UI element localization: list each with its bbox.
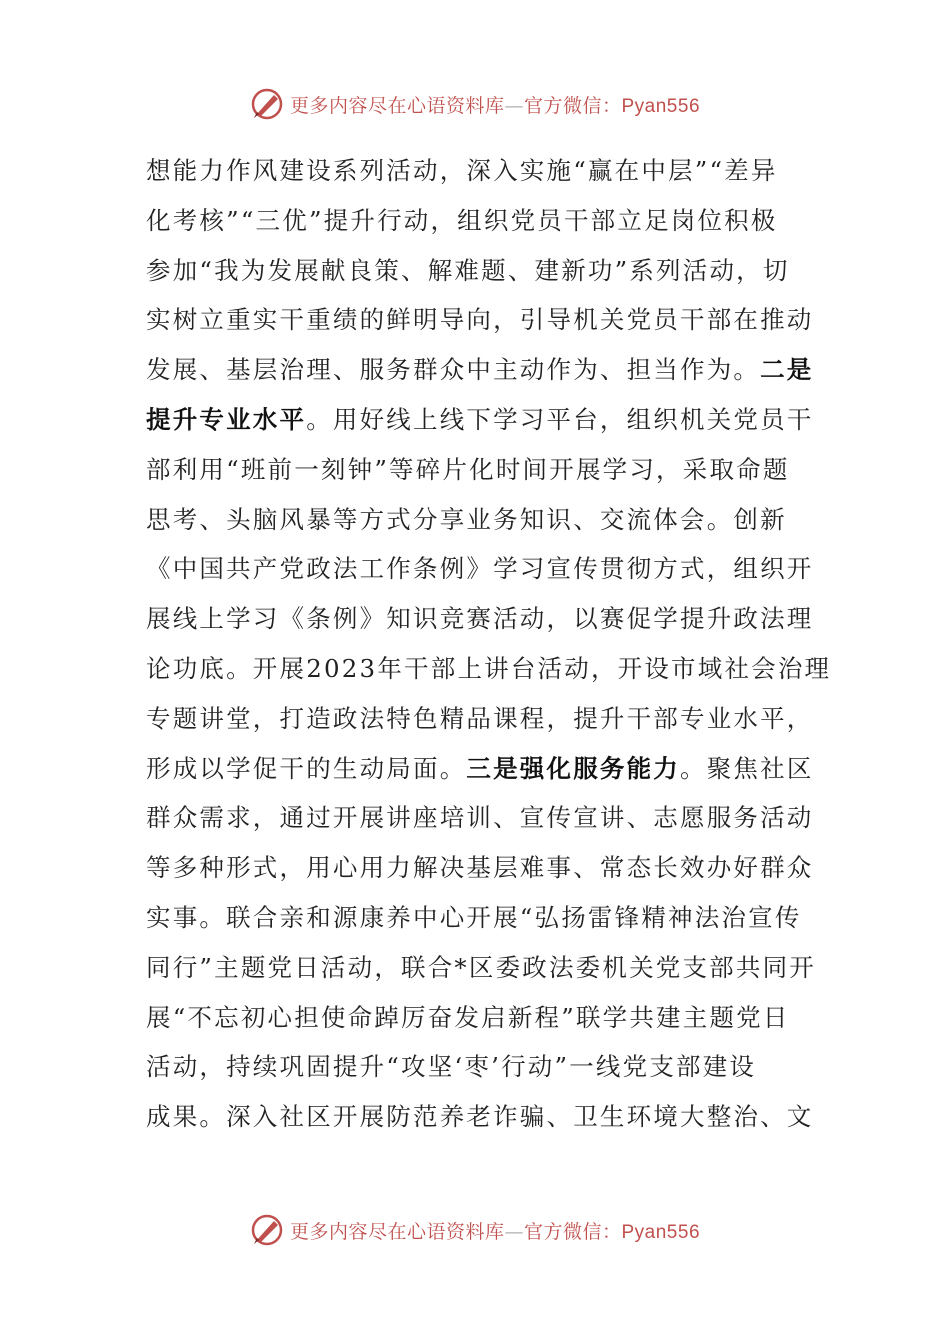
text-line [146, 694, 814, 744]
text-line [146, 1092, 814, 1142]
text-line [146, 843, 814, 893]
text-line [146, 445, 806, 495]
bold-heading: 提升专业水平 [146, 404, 307, 434]
watermark-contact-id: Pyan556 [621, 95, 701, 117]
text-line [146, 644, 832, 694]
watermark-separator: — [504, 1220, 524, 1243]
line-text: 实树立重实干重绩的鲜明导向，引导机关党员干部在推动 [146, 305, 814, 335]
line-text: 。用好线上线下学习平台，组织机关党员干 [306, 404, 814, 434]
line-text: 活动，持续巩固提升“攻坚‘枣’行动”一线党支部建设 [146, 1052, 757, 1082]
text-line [146, 893, 806, 943]
text-line [146, 1042, 806, 1092]
line-text: 形成以学促干的生动局面。 [146, 753, 467, 783]
header-watermark [0, 84, 950, 124]
text-line [146, 943, 816, 993]
watermark-contact-label: 官方微信： [523, 1220, 622, 1243]
text-line [146, 594, 814, 644]
watermark-label [290, 91, 700, 118]
line-text: 思考、头脑风暴等方式分享业务知识、交流体会。创新 [146, 504, 787, 534]
text-line [146, 295, 814, 345]
line-text: 展线上学习《条例》知识竞赛活动，以赛促学提升政法理 [146, 604, 814, 634]
bold-heading: 三是强化服务能力 [466, 753, 681, 783]
line-text: 同行”主题党日活动，联合*区委政法委机关党支部共同开 [146, 952, 816, 982]
line-text-after: 。聚焦社区 [680, 753, 814, 783]
line-text: 部利用“班前一刻钟”等碎片化时间开展学习，采取命题 [146, 454, 790, 484]
line-text: 参加“我为发展献良策、解难题、建新功”系列活动，切 [146, 255, 790, 285]
pen-logo-icon [250, 1213, 284, 1247]
line-text: 成果。深入社区开展防范养老诈骗、卫生环境大整治、文 [146, 1102, 814, 1132]
text-line [146, 246, 806, 296]
pen-logo-icon [250, 87, 284, 121]
bold-heading: 二是 [760, 355, 814, 385]
text-line [146, 495, 806, 545]
line-text: 群众需求，通过开展讲座培训、宣传宣讲、志愿服务活动 [146, 803, 814, 833]
line-text: 展“不忘初心担使命踔厉奋发启新程”联学共建主题党日 [146, 1002, 790, 1032]
line-text: 专题讲堂，打造政法特色精品课程，提升干部专业水平， [146, 703, 814, 733]
text-line [146, 993, 806, 1043]
line-text: 化考核”“三优”提升行动，组织党员干部立足岗位积极 [146, 205, 778, 235]
line-text: 等多种形式，用心用力解决基层难事、常态长效办好群众 [146, 853, 814, 883]
text-line [146, 744, 814, 794]
watermark-contact-id: Pyan556 [621, 1221, 701, 1243]
text-line [146, 196, 806, 246]
text-line [146, 345, 814, 395]
line-text: 实事。联合亲和源康养中心开展“弘扬雷锋精神法治宣传 [146, 902, 802, 932]
watermark-site: 更多内容尽在心语资料库 [289, 1220, 505, 1243]
watermark-label [290, 1217, 700, 1244]
text-line [146, 395, 814, 445]
line-text: 发展、基层治理、服务群众中主动作为、担当作为。 [146, 355, 761, 385]
watermark-site: 更多内容尽在心语资料库 [289, 94, 505, 117]
text-line [146, 793, 814, 843]
text-line [146, 146, 806, 196]
document-body [146, 146, 832, 1142]
watermark-contact-label: 官方微信： [523, 94, 622, 117]
line-text: 论功底。开展2023年干部上讲台活动，开设市域社会治理 [146, 653, 832, 683]
text-line [146, 544, 814, 594]
line-text: 想能力作风建设系列活动，深入实施“赢在中层”“差异 [146, 156, 778, 185]
watermark-separator: — [504, 94, 524, 117]
footer-watermark [0, 1210, 950, 1250]
line-text: 《中国共产党政法工作条例》学习宣传贯彻方式，组织开 [146, 554, 814, 584]
